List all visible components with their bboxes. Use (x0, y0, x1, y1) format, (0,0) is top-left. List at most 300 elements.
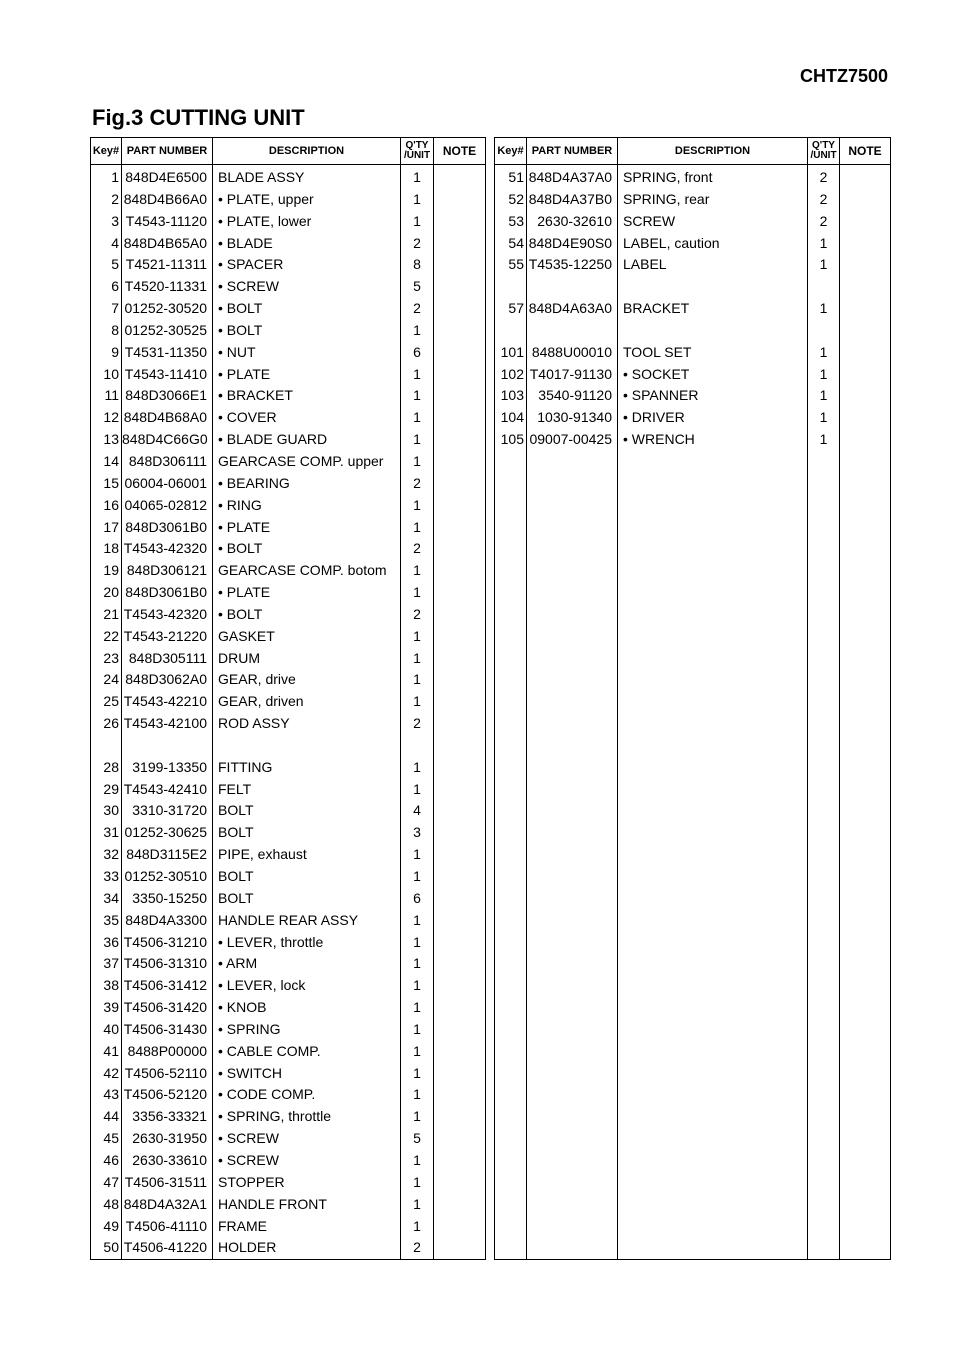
table-row (91, 1150, 486, 1172)
table-row (91, 1041, 486, 1063)
part-number-cell: 848D4E6500 (122, 165, 213, 189)
table-row (495, 211, 891, 233)
description-cell: BOLT (213, 888, 401, 910)
table-row (91, 822, 486, 844)
table-row (91, 276, 486, 298)
table-row (495, 407, 891, 429)
description-cell: • PLATE (213, 364, 401, 386)
note-cell (434, 713, 486, 735)
header-part-number: PART NUMBER (122, 138, 213, 165)
note-cell (434, 910, 486, 932)
note-cell (434, 165, 486, 189)
qty-cell: 1 (401, 1063, 434, 1085)
description-cell: BOLT (213, 822, 401, 844)
note-cell (434, 800, 486, 822)
description-cell: • BRACKET (213, 385, 401, 407)
description-cell: • PLATE (213, 517, 401, 539)
note-cell (840, 407, 891, 429)
table-row (495, 276, 891, 298)
description-cell: • SCREW (213, 1150, 401, 1172)
description-cell: • SPANNER (618, 385, 808, 407)
note-cell (840, 254, 891, 276)
table-row (91, 429, 486, 451)
note-cell (434, 495, 486, 517)
key-cell: 101 (495, 342, 527, 364)
key-cell: 25 (91, 691, 122, 713)
table-row (91, 757, 486, 779)
table-row (495, 364, 891, 386)
qty-cell: 2 (401, 604, 434, 626)
qty-cell: 3 (401, 822, 434, 844)
empty-cell (840, 451, 891, 1260)
note-cell (434, 1150, 486, 1172)
description-cell: HANDLE REAR ASSY (213, 910, 401, 932)
description-cell: • PLATE (213, 582, 401, 604)
key-cell: 57 (495, 298, 527, 320)
description-cell: • BLADE (213, 233, 401, 255)
qty-cell: 4 (401, 800, 434, 822)
table-row (91, 517, 486, 539)
header-note: NOTE (840, 138, 891, 165)
key-cell: 39 (91, 997, 122, 1019)
description-cell: • PLATE, lower (213, 211, 401, 233)
table-row (495, 165, 891, 189)
table-row (91, 1084, 486, 1106)
key-cell: 34 (91, 888, 122, 910)
part-number-cell: 2630-33610 (122, 1150, 213, 1172)
part-number-cell: 01252-30520 (122, 298, 213, 320)
description-cell: • DRIVER (618, 407, 808, 429)
part-number-cell: 3356-33321 (122, 1106, 213, 1128)
key-cell: 38 (91, 975, 122, 997)
part-number-cell: 848D4A32A1 (122, 1194, 213, 1216)
note-cell (434, 1194, 486, 1216)
description-cell: GEARCASE COMP. botom (213, 560, 401, 582)
figure-title: Fig.3 CUTTING UNIT (92, 105, 305, 130)
key-cell: 102 (495, 364, 527, 386)
part-number-cell (527, 320, 618, 342)
empty-cell (808, 451, 840, 1260)
qty-cell: 1 (401, 953, 434, 975)
description-cell: • PLATE, upper (213, 189, 401, 211)
description-cell: FRAME (213, 1216, 401, 1238)
description-cell: SCREW (618, 211, 808, 233)
note-cell (434, 691, 486, 713)
part-number-cell: 09007-00425 (527, 429, 618, 451)
note-cell (434, 254, 486, 276)
description-cell: • LEVER, throttle (213, 932, 401, 954)
note-cell (434, 298, 486, 320)
part-number-cell: 848D4B68A0 (122, 407, 213, 429)
note-cell (434, 757, 486, 779)
description-cell: • COVER (213, 407, 401, 429)
note-cell (434, 560, 486, 582)
table-row (91, 165, 486, 189)
part-number-cell: T4521-11311 (122, 254, 213, 276)
qty-cell: 1 (401, 1106, 434, 1128)
qty-cell: 1 (401, 451, 434, 473)
key-cell: 26 (91, 713, 122, 735)
note-cell (434, 1172, 486, 1194)
table-row (91, 975, 486, 997)
table-row (495, 320, 891, 342)
part-number-cell: 848D4A63A0 (527, 298, 618, 320)
qty-cell: 1 (401, 495, 434, 517)
table-header-row (495, 138, 891, 165)
table-row (91, 713, 486, 735)
table-row (495, 233, 891, 255)
description-cell: LABEL, caution (618, 233, 808, 255)
description-cell: • LEVER, lock (213, 975, 401, 997)
key-cell: 29 (91, 779, 122, 801)
model-number: CHTZ7500 (799, 66, 888, 86)
qty-cell: 2 (401, 233, 434, 255)
description-cell: • BLADE GUARD (213, 429, 401, 451)
qty-cell: 1 (401, 1041, 434, 1063)
description-cell: • SPACER (213, 254, 401, 276)
part-number-cell: T4543-42320 (122, 604, 213, 626)
part-number-cell: T4543-42100 (122, 713, 213, 735)
key-cell: 1 (91, 165, 122, 189)
note-cell (434, 844, 486, 866)
note-cell (434, 276, 486, 298)
part-number-cell: 848D3061B0 (122, 582, 213, 604)
note-cell (434, 233, 486, 255)
description-cell: • SPRING, throttle (213, 1106, 401, 1128)
table-row (495, 342, 891, 364)
table-row (91, 1237, 486, 1259)
part-number-cell: 848D4E90S0 (527, 233, 618, 255)
description-cell: STOPPER (213, 1172, 401, 1194)
note-cell (434, 822, 486, 844)
description-cell: ROD ASSY (213, 713, 401, 735)
part-number-cell: T4506-31412 (122, 975, 213, 997)
key-cell: 30 (91, 800, 122, 822)
key-cell: 4 (91, 233, 122, 255)
key-cell: 3 (91, 211, 122, 233)
parts-rows-right (495, 165, 891, 1260)
key-cell: 11 (91, 385, 122, 407)
header-qty-line2: /UNIT (403, 150, 431, 161)
note-cell (840, 429, 891, 451)
table-row (91, 298, 486, 320)
description-cell: GASKET (213, 626, 401, 648)
note-cell (434, 517, 486, 539)
note-cell (840, 165, 891, 189)
part-number-cell: 848D4B66A0 (122, 189, 213, 211)
key-cell: 35 (91, 910, 122, 932)
key-cell: 2 (91, 189, 122, 211)
part-number-cell: 848D4C66G0 (122, 429, 213, 451)
qty-cell: 1 (401, 582, 434, 604)
qty-cell: 2 (808, 165, 840, 189)
part-number-cell (527, 276, 618, 298)
description-cell (618, 276, 808, 298)
qty-cell: 1 (401, 669, 434, 691)
key-cell: 15 (91, 473, 122, 495)
part-number-cell: 848D4B65A0 (122, 233, 213, 255)
part-number-cell: T4017-91130 (527, 364, 618, 386)
note-cell (840, 276, 891, 298)
parts-table-right (494, 137, 891, 1260)
description-cell: GEAR, drive (213, 669, 401, 691)
table-row (91, 779, 486, 801)
table-row (91, 648, 486, 670)
empty-cell (495, 451, 527, 1260)
key-cell: 33 (91, 866, 122, 888)
key-cell: 52 (495, 189, 527, 211)
qty-cell (808, 320, 840, 342)
description-cell: • BOLT (213, 320, 401, 342)
note-cell (434, 582, 486, 604)
table-row (91, 211, 486, 233)
note-cell (840, 342, 891, 364)
note-cell (434, 189, 486, 211)
qty-cell: 2 (401, 538, 434, 560)
table-filler-row (495, 451, 891, 1260)
table-row (91, 735, 486, 757)
key-cell: 10 (91, 364, 122, 386)
part-number-cell: T4535-12250 (527, 254, 618, 276)
table-row (91, 1194, 486, 1216)
key-cell: 18 (91, 538, 122, 560)
part-number-cell: 2630-32610 (527, 211, 618, 233)
qty-cell (401, 735, 434, 757)
description-cell: • CODE COMP. (213, 1084, 401, 1106)
qty-cell: 1 (808, 407, 840, 429)
qty-cell: 1 (401, 757, 434, 779)
description-cell: • BOLT (213, 538, 401, 560)
table-row (495, 298, 891, 320)
key-cell: 20 (91, 582, 122, 604)
table-row (91, 888, 486, 910)
key-cell: 40 (91, 1019, 122, 1041)
note-cell (434, 604, 486, 626)
table-row (495, 189, 891, 211)
key-cell: 9 (91, 342, 122, 364)
qty-cell: 1 (808, 342, 840, 364)
note-cell (434, 211, 486, 233)
key-cell: 32 (91, 844, 122, 866)
qty-cell: 1 (401, 626, 434, 648)
qty-cell: 5 (401, 1128, 434, 1150)
table-row (91, 932, 486, 954)
table-row (91, 495, 486, 517)
part-number-cell: T4506-31210 (122, 932, 213, 954)
part-number-cell: 8488U00010 (527, 342, 618, 364)
part-number-cell: T4506-41220 (122, 1237, 213, 1259)
description-cell: • SOCKET (618, 364, 808, 386)
table-row (91, 1216, 486, 1238)
header-part-number: PART NUMBER (527, 138, 618, 165)
key-cell: 17 (91, 517, 122, 539)
key-cell: 24 (91, 669, 122, 691)
part-number-cell: 04065-02812 (122, 495, 213, 517)
description-cell: BRACKET (618, 298, 808, 320)
part-number-cell: 848D4A37B0 (527, 189, 618, 211)
qty-cell: 1 (401, 691, 434, 713)
part-number-cell: 3540-91120 (527, 385, 618, 407)
header-qty-line2: /UNIT (810, 150, 837, 161)
note-cell (434, 451, 486, 473)
description-cell: • BOLT (213, 604, 401, 626)
note-cell (840, 320, 891, 342)
key-cell: 23 (91, 648, 122, 670)
header-description: DESCRIPTION (618, 138, 808, 165)
note-cell (434, 364, 486, 386)
description-cell: BOLT (213, 800, 401, 822)
description-cell: PIPE, exhaust (213, 844, 401, 866)
parts-table-left (90, 137, 486, 1260)
key-cell: 6 (91, 276, 122, 298)
key-cell: 31 (91, 822, 122, 844)
note-cell (434, 888, 486, 910)
description-cell: • SCREW (213, 1128, 401, 1150)
note-cell (434, 1128, 486, 1150)
table-row (91, 407, 486, 429)
qty-cell: 2 (401, 1237, 434, 1259)
key-cell: 16 (91, 495, 122, 517)
table-row (91, 626, 486, 648)
table-row (91, 997, 486, 1019)
description-cell: • CABLE COMP. (213, 1041, 401, 1063)
key-cell (91, 735, 122, 757)
note-cell (434, 953, 486, 975)
key-cell: 46 (91, 1150, 122, 1172)
note-cell (434, 429, 486, 451)
header-qty-line1: Q'TY (405, 140, 429, 151)
empty-cell (618, 451, 808, 1260)
description-cell: • WRENCH (618, 429, 808, 451)
description-cell: LABEL (618, 254, 808, 276)
note-cell (840, 364, 891, 386)
part-number-cell: T4506-31511 (122, 1172, 213, 1194)
note-cell (434, 538, 486, 560)
description-cell: • NUT (213, 342, 401, 364)
header-qty-line1: Q'TY (812, 140, 835, 151)
part-number-cell: 848D4A37A0 (527, 165, 618, 189)
part-number-cell: T4506-31310 (122, 953, 213, 975)
key-cell: 37 (91, 953, 122, 975)
qty-cell: 1 (401, 779, 434, 801)
table-row (91, 910, 486, 932)
parts-rows-left (91, 165, 486, 1260)
qty-cell: 1 (808, 364, 840, 386)
description-cell: • SWITCH (213, 1063, 401, 1085)
part-number-cell: 848D3115E2 (122, 844, 213, 866)
qty-cell: 1 (401, 364, 434, 386)
key-cell: 105 (495, 429, 527, 451)
qty-cell: 1 (401, 211, 434, 233)
note-cell (434, 320, 486, 342)
qty-cell: 2 (401, 713, 434, 735)
qty-cell: 1 (808, 385, 840, 407)
note-cell (434, 1063, 486, 1085)
description-cell: • ARM (213, 953, 401, 975)
note-cell (434, 932, 486, 954)
qty-cell: 2 (808, 189, 840, 211)
key-cell: 50 (91, 1237, 122, 1259)
part-number-cell: 8488P00000 (122, 1041, 213, 1063)
part-number-cell: 3350-15250 (122, 888, 213, 910)
key-cell: 104 (495, 407, 527, 429)
note-cell (434, 1019, 486, 1041)
qty-cell: 1 (401, 189, 434, 211)
description-cell: BOLT (213, 866, 401, 888)
table-row (495, 254, 891, 276)
qty-cell: 1 (401, 407, 434, 429)
key-cell: 19 (91, 560, 122, 582)
description-cell (213, 735, 401, 757)
part-number-cell: 848D305111 (122, 648, 213, 670)
header-qty (808, 138, 840, 165)
empty-cell (527, 451, 618, 1260)
part-number-cell: T4543-42410 (122, 779, 213, 801)
description-cell: DRUM (213, 648, 401, 670)
header-description: DESCRIPTION (213, 138, 401, 165)
qty-cell: 1 (401, 165, 434, 189)
key-cell: 21 (91, 604, 122, 626)
note-cell (434, 626, 486, 648)
table-row (91, 800, 486, 822)
key-cell: 48 (91, 1194, 122, 1216)
note-cell (840, 385, 891, 407)
table-row (91, 385, 486, 407)
part-number-cell: T4506-41110 (122, 1216, 213, 1238)
part-number-cell: T4543-11410 (122, 364, 213, 386)
note-cell (434, 866, 486, 888)
description-cell: • BOLT (213, 298, 401, 320)
qty-cell: 2 (808, 211, 840, 233)
qty-cell: 1 (401, 560, 434, 582)
key-cell: 44 (91, 1106, 122, 1128)
description-cell: • SCREW (213, 276, 401, 298)
description-cell: • BEARING (213, 473, 401, 495)
header-key: Key# (495, 138, 527, 165)
table-row (91, 1172, 486, 1194)
description-cell: • RING (213, 495, 401, 517)
table-row (91, 473, 486, 495)
note-cell (434, 342, 486, 364)
key-cell: 53 (495, 211, 527, 233)
table-row (495, 429, 891, 451)
note-cell (434, 473, 486, 495)
table-row (91, 254, 486, 276)
table-row (91, 582, 486, 604)
table-row (91, 320, 486, 342)
description-cell: SPRING, rear (618, 189, 808, 211)
description-cell: • KNOB (213, 997, 401, 1019)
note-cell (434, 1041, 486, 1063)
part-number-cell: 3310-31720 (122, 800, 213, 822)
table-row (91, 953, 486, 975)
qty-cell: 1 (401, 1084, 434, 1106)
part-number-cell: 01252-30525 (122, 320, 213, 342)
key-cell: 51 (495, 165, 527, 189)
key-cell: 12 (91, 407, 122, 429)
table-row (91, 866, 486, 888)
description-cell (618, 320, 808, 342)
header-qty (401, 138, 434, 165)
note-cell (434, 1084, 486, 1106)
note-cell (434, 1237, 486, 1259)
table-row (495, 385, 891, 407)
table-row (91, 538, 486, 560)
qty-cell: 6 (401, 342, 434, 364)
qty-cell: 1 (401, 1150, 434, 1172)
qty-cell: 1 (401, 997, 434, 1019)
note-cell (434, 997, 486, 1019)
